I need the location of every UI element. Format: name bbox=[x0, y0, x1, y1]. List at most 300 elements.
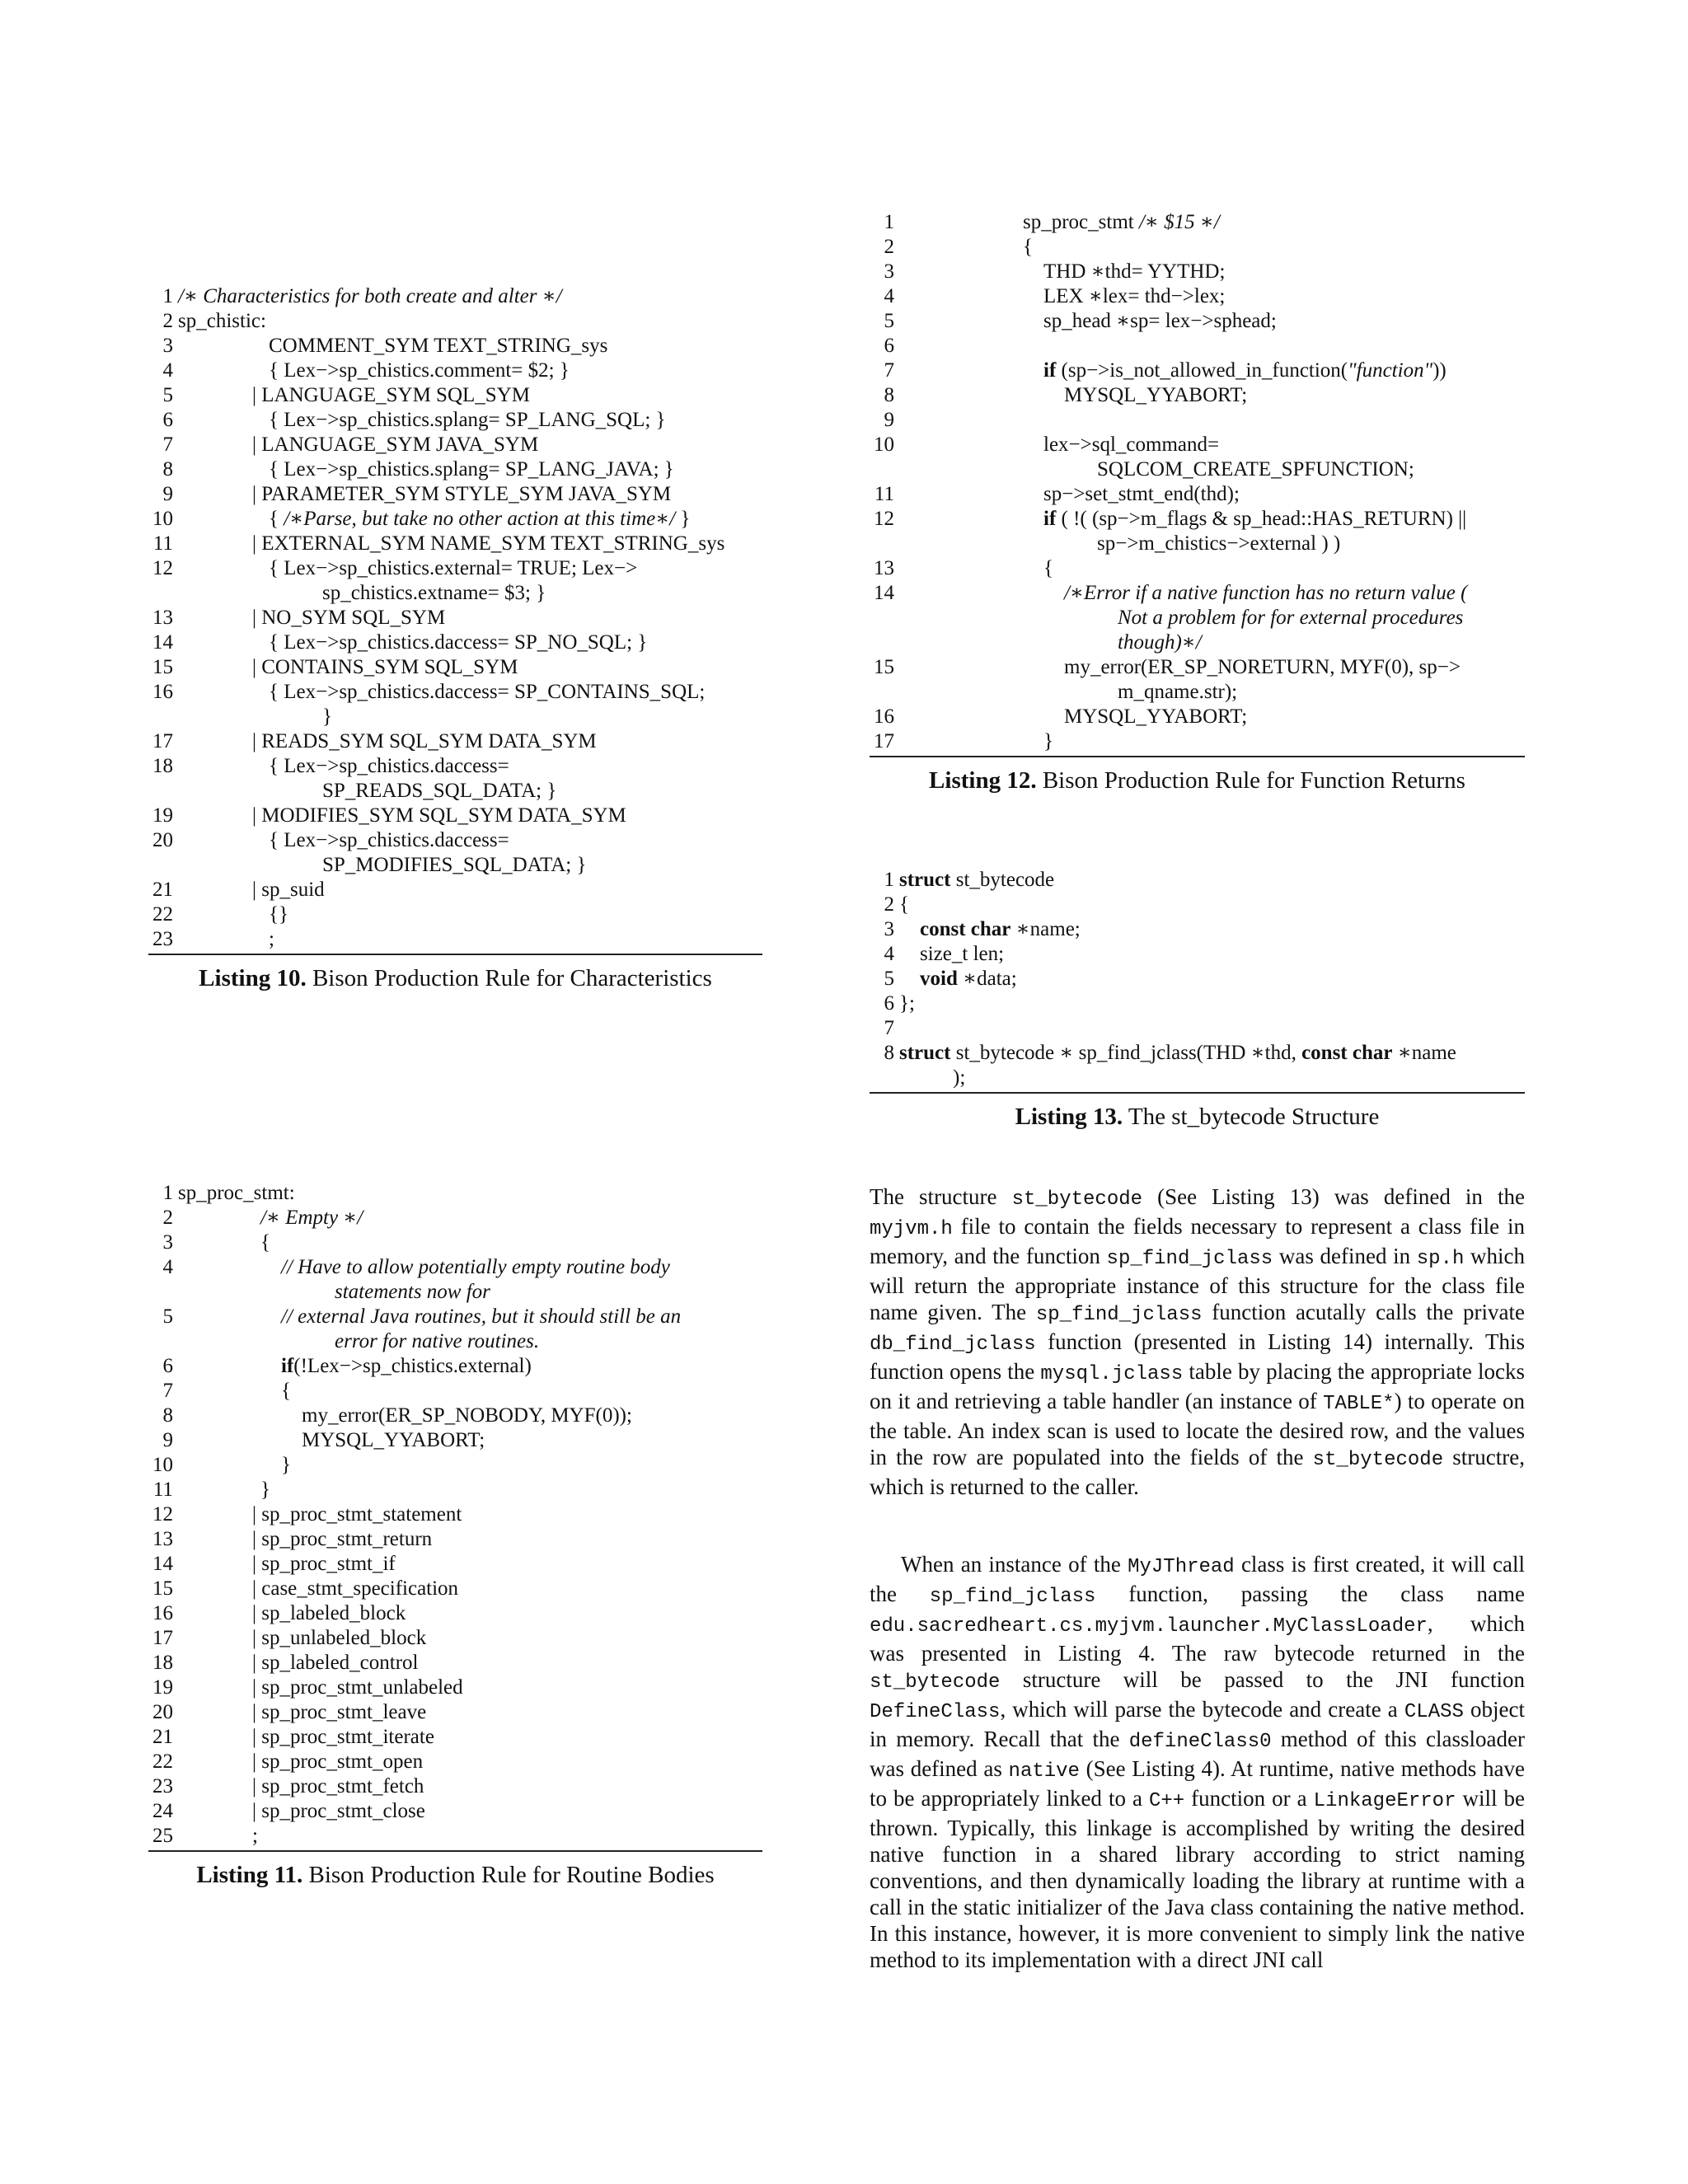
text-run: When an instance of the bbox=[901, 1552, 1128, 1577]
line-number: 13 bbox=[152, 607, 173, 629]
code-line bbox=[148, 482, 762, 507]
code-line bbox=[870, 457, 1525, 482]
line-number: 9 bbox=[884, 409, 894, 431]
line-number: 3 bbox=[884, 260, 894, 283]
line-number: 17 bbox=[152, 1627, 173, 1649]
line-text bbox=[178, 1626, 426, 1651]
text-run: ) to operate on the table. An index scan is used to locate the desired row, and the values in the row are populated into the fields of the bbox=[870, 1389, 1526, 1469]
code-line bbox=[870, 893, 1525, 917]
keyword: void bbox=[920, 968, 958, 990]
listing-12 bbox=[870, 210, 1525, 794]
text-run: will be thrown. Typically, this linkage is accomplished by writing the desired native function in a shared library according to strict naming conventions, and then dynamically loading the library at runtime with a call in the static initializer of the Java class containing the native method. In this instance, however, it is more convenient to simply link the native method to its implementation with a direct JNI call bbox=[870, 1786, 1525, 1972]
line-number: 13 bbox=[152, 1528, 173, 1550]
line-text bbox=[178, 1577, 458, 1601]
code-text: (sp−>is_not_allowed_in_function( bbox=[1056, 359, 1348, 382]
code-line bbox=[870, 581, 1525, 606]
line-text bbox=[178, 1552, 396, 1577]
code-text: MYSQL_YYABORT; bbox=[302, 1429, 485, 1451]
code-line bbox=[148, 878, 762, 902]
line-text bbox=[178, 309, 266, 334]
line-text bbox=[178, 927, 274, 952]
code-text: ; bbox=[252, 1825, 258, 1847]
caption-text: Bison Production Rule for Characteristics bbox=[306, 965, 712, 991]
line-number: 12 bbox=[152, 557, 173, 579]
code-line bbox=[870, 260, 1525, 284]
line-number: 21 bbox=[152, 1726, 173, 1748]
line-number: 25 bbox=[152, 1825, 173, 1847]
code-line bbox=[870, 210, 1525, 235]
line-text bbox=[899, 359, 1447, 383]
line-number: 16 bbox=[152, 1602, 173, 1624]
line-number: 3 bbox=[162, 335, 173, 357]
line-number: 11 bbox=[874, 483, 894, 505]
comment-text: though)∗/ bbox=[1118, 631, 1202, 654]
code-line bbox=[148, 1527, 762, 1552]
line-text bbox=[178, 482, 671, 507]
line-text bbox=[178, 1700, 426, 1725]
line-number bbox=[870, 606, 899, 630]
listing-10-code bbox=[148, 284, 762, 952]
line-text bbox=[178, 729, 597, 754]
line-number: 13 bbox=[874, 557, 894, 579]
code-line bbox=[148, 309, 762, 334]
code-line bbox=[148, 408, 762, 433]
code-line bbox=[148, 779, 762, 804]
line-text bbox=[178, 408, 666, 433]
inline-code: LinkageError bbox=[1313, 1790, 1456, 1812]
code-line bbox=[870, 556, 1525, 581]
line-text bbox=[178, 1329, 539, 1354]
code-text: } bbox=[1043, 730, 1053, 752]
line-number: 14 bbox=[152, 631, 173, 654]
code-text: MYSQL_YYABORT; bbox=[1064, 705, 1248, 728]
code-text: | sp_proc_stmt_return bbox=[252, 1528, 433, 1550]
line-text bbox=[178, 606, 445, 630]
inline-code: CLASS bbox=[1404, 1701, 1464, 1723]
line-number: 23 bbox=[152, 1775, 173, 1797]
code-text: { Lex−>sp_chistics.daccess= bbox=[269, 829, 509, 851]
line-text bbox=[899, 991, 915, 1016]
code-line bbox=[870, 729, 1525, 754]
line-number: 10 bbox=[152, 508, 173, 530]
code-line bbox=[148, 1626, 762, 1651]
caption-text: The st_bytecode Structure bbox=[1123, 1104, 1380, 1130]
code-text: ; bbox=[269, 928, 274, 950]
code-line bbox=[148, 1206, 762, 1230]
line-text bbox=[899, 433, 1219, 457]
code-line bbox=[148, 1577, 762, 1601]
line-text bbox=[899, 260, 1225, 284]
line-text bbox=[178, 1230, 270, 1255]
line-text bbox=[178, 1280, 490, 1305]
code-line bbox=[870, 408, 1525, 433]
line-number: 6 bbox=[162, 409, 173, 431]
code-line bbox=[148, 1453, 762, 1478]
code-text: ( !( (sp−>m_flags & sp_head::HAS_RETURN) || bbox=[1056, 508, 1467, 530]
code-text: | sp_proc_stmt_iterate bbox=[252, 1726, 434, 1748]
line-number bbox=[870, 1066, 899, 1090]
code-text: sp_chistic: bbox=[178, 310, 266, 332]
code-text: { Lex−>sp_chistics.splang= SP_LANG_JAVA; } bbox=[269, 458, 674, 480]
line-text bbox=[178, 433, 538, 457]
code-line bbox=[148, 1181, 762, 1206]
line-text bbox=[899, 705, 1247, 729]
inline-code: st_bytecode bbox=[1312, 1449, 1444, 1471]
code-text: COMMENT_SYM TEXT_STRING_sys bbox=[269, 335, 608, 357]
line-number: 3 bbox=[162, 1231, 173, 1254]
code-text: ∗name bbox=[1392, 1042, 1456, 1064]
text-run: file to contain the fields necessary to represent a class file in memory, and the function bbox=[870, 1214, 1525, 1268]
line-text bbox=[178, 902, 288, 927]
line-number: 8 bbox=[162, 458, 173, 480]
code-line bbox=[870, 235, 1525, 260]
listing-10 bbox=[148, 284, 762, 992]
code-line bbox=[870, 507, 1525, 532]
line-number bbox=[870, 680, 899, 705]
line-text bbox=[899, 729, 1053, 754]
line-number: 5 bbox=[162, 1305, 173, 1328]
line-number: 7 bbox=[162, 434, 173, 456]
text-run: function or a bbox=[1184, 1786, 1314, 1811]
line-number: 4 bbox=[162, 1256, 173, 1278]
code-line bbox=[870, 482, 1525, 507]
code-line bbox=[870, 359, 1525, 383]
code-line bbox=[148, 828, 762, 853]
line-number: 11 bbox=[152, 1479, 173, 1501]
code-text: | sp_proc_stmt_leave bbox=[252, 1701, 427, 1723]
line-text bbox=[899, 680, 1237, 705]
code-text: | MODIFIES_SYM SQL_SYM DATA_SYM bbox=[252, 804, 626, 827]
line-text bbox=[899, 1066, 965, 1090]
code-line bbox=[148, 457, 762, 482]
comment-text: Not a problem for for external procedures bbox=[1118, 607, 1464, 629]
line-number: 7 bbox=[162, 1380, 173, 1402]
line-number: 7 bbox=[884, 359, 894, 382]
line-text bbox=[178, 581, 546, 606]
line-number: 5 bbox=[884, 968, 894, 990]
text-run: function acutally calls the private bbox=[1202, 1300, 1525, 1324]
line-text bbox=[899, 630, 1202, 655]
code-line bbox=[870, 705, 1525, 729]
line-number: 2 bbox=[162, 1207, 173, 1229]
line-text bbox=[899, 507, 1466, 532]
line-text bbox=[899, 893, 909, 917]
code-line bbox=[148, 383, 762, 408]
line-number: 12 bbox=[874, 508, 894, 530]
code-text: { bbox=[1023, 236, 1033, 258]
listing-12-rule bbox=[870, 756, 1525, 757]
inline-code: DefineClass bbox=[870, 1701, 1001, 1723]
keyword: if bbox=[1043, 359, 1057, 382]
line-text bbox=[178, 1255, 670, 1280]
code-line bbox=[148, 1478, 762, 1502]
line-text bbox=[178, 457, 674, 482]
code-text: } bbox=[322, 705, 332, 728]
line-number: 20 bbox=[152, 829, 173, 851]
line-text bbox=[178, 853, 586, 878]
line-number bbox=[148, 853, 178, 878]
line-text bbox=[899, 655, 1461, 680]
line-text bbox=[899, 917, 1081, 942]
line-text bbox=[899, 967, 1017, 991]
code-text: my_error(ER_SP_NOBODY, MYF(0)); bbox=[302, 1404, 632, 1427]
line-number: 23 bbox=[152, 928, 173, 950]
line-text bbox=[178, 828, 509, 853]
code-line bbox=[870, 917, 1525, 942]
line-number bbox=[148, 779, 178, 804]
code-text: st_bytecode bbox=[950, 869, 1055, 891]
caption-text: Bison Production Rule for Function Returns bbox=[1036, 767, 1465, 794]
code-line bbox=[148, 1404, 762, 1428]
code-line bbox=[148, 902, 762, 927]
code-line bbox=[870, 1066, 1525, 1090]
line-number: 6 bbox=[162, 1355, 173, 1377]
line-number: 2 bbox=[884, 236, 894, 258]
listing-12-caption bbox=[870, 767, 1525, 794]
line-text bbox=[178, 1354, 532, 1379]
line-text bbox=[178, 1404, 632, 1428]
line-text bbox=[899, 309, 1277, 334]
listing-13-caption bbox=[870, 1104, 1525, 1131]
inline-code: myjvm.h bbox=[870, 1218, 953, 1240]
comment-text: error for native routines. bbox=[335, 1330, 540, 1352]
code-text: sp−>set_stmt_end(thd); bbox=[1043, 483, 1240, 505]
line-number bbox=[148, 705, 178, 729]
line-number bbox=[148, 1280, 178, 1305]
code-text: | CONTAINS_SYM SQL_SYM bbox=[252, 656, 518, 678]
code-line bbox=[148, 284, 762, 309]
keyword: struct bbox=[899, 869, 951, 891]
code-line bbox=[148, 359, 762, 383]
code-line bbox=[870, 284, 1525, 309]
code-line bbox=[148, 1774, 762, 1799]
inline-code: st_bytecode bbox=[870, 1671, 1001, 1694]
code-text: { bbox=[269, 508, 284, 530]
body-paragraph-2 bbox=[870, 1551, 1525, 1973]
line-text bbox=[899, 235, 1033, 260]
inline-code: edu.sacredheart.cs.myjvm.launcher.MyClassLoader bbox=[870, 1615, 1428, 1638]
code-text: | PARAMETER_SYM STYLE_SYM JAVA_SYM bbox=[252, 483, 672, 505]
line-text bbox=[178, 532, 724, 556]
line-text bbox=[178, 1750, 423, 1774]
line-text bbox=[178, 1799, 425, 1824]
line-number: 6 bbox=[884, 992, 894, 1015]
inline-code: sp.h bbox=[1416, 1248, 1465, 1270]
text-run: (See Listing 4). At runtime, native methods have to be appropriately linked to a bbox=[870, 1756, 1525, 1811]
code-text: | sp_proc_stmt_fetch bbox=[252, 1775, 424, 1797]
code-text: | sp_labeled_control bbox=[252, 1652, 419, 1674]
code-text: m_qname.str); bbox=[1118, 681, 1238, 703]
line-number: 8 bbox=[162, 1404, 173, 1427]
line-text bbox=[178, 655, 518, 680]
line-number: 24 bbox=[152, 1800, 173, 1822]
text-run: method of this classloader was defined as bbox=[870, 1727, 1525, 1781]
comment-text: /∗ Empty ∗/ bbox=[260, 1207, 363, 1229]
line-number: 15 bbox=[874, 656, 894, 678]
code-line bbox=[148, 1601, 762, 1626]
line-text bbox=[899, 334, 1043, 359]
line-number: 15 bbox=[152, 656, 173, 678]
line-number: 4 bbox=[884, 285, 894, 307]
inline-code: db_find_jclass bbox=[870, 1333, 1036, 1356]
listing-10-rule bbox=[148, 954, 762, 955]
listing-11-caption bbox=[148, 1862, 762, 1889]
listing-10-caption bbox=[148, 965, 762, 992]
code-line bbox=[870, 655, 1525, 680]
caption-text: Bison Production Rule for Routine Bodies bbox=[302, 1862, 715, 1888]
line-text bbox=[178, 754, 509, 779]
code-line bbox=[148, 507, 762, 532]
line-text bbox=[899, 457, 1414, 482]
comment-text: /∗Error if a native function has no return value ( bbox=[1064, 582, 1468, 604]
text-run: class is first created, it will call the bbox=[870, 1552, 1526, 1606]
listing-12-code bbox=[870, 210, 1525, 754]
code-text: { Lex−>sp_chistics.external= TRUE; Lex−> bbox=[269, 557, 638, 579]
inline-code: mysql.jclass bbox=[1040, 1363, 1184, 1385]
code-line bbox=[148, 1725, 762, 1750]
code-text: } bbox=[260, 1479, 270, 1501]
line-text bbox=[178, 1379, 291, 1404]
comment-text: // Have to allow potentially empty routine body bbox=[281, 1256, 670, 1278]
code-text: LEX ∗lex= thd−>lex; bbox=[1043, 285, 1226, 307]
listing-13-code bbox=[870, 868, 1525, 1090]
line-text bbox=[899, 556, 1053, 581]
line-number: 10 bbox=[874, 434, 894, 456]
code-text: | sp_proc_stmt_unlabeled bbox=[252, 1676, 463, 1699]
code-line bbox=[148, 1824, 762, 1849]
line-number: 12 bbox=[152, 1503, 173, 1526]
code-line bbox=[148, 1552, 762, 1577]
inline-code: MyJThread bbox=[1128, 1556, 1235, 1578]
caption-label: Listing 11. bbox=[196, 1862, 303, 1888]
code-line bbox=[148, 927, 762, 952]
code-line bbox=[148, 705, 762, 729]
line-text bbox=[178, 383, 530, 408]
code-line bbox=[148, 1305, 762, 1329]
line-text bbox=[178, 1651, 418, 1675]
inline-code: native bbox=[1008, 1760, 1080, 1783]
line-number: 5 bbox=[884, 310, 894, 332]
comment-text: /∗ Characteristics for both create and alter ∗/ bbox=[178, 285, 562, 307]
line-number: 4 bbox=[884, 943, 894, 965]
line-text bbox=[178, 284, 562, 309]
code-line bbox=[148, 1750, 762, 1774]
line-text bbox=[178, 1675, 463, 1700]
code-text: sp_head ∗sp= lex−>sphead; bbox=[1043, 310, 1277, 332]
code-text: { bbox=[260, 1231, 270, 1254]
listing-11-code bbox=[148, 1181, 762, 1849]
line-text bbox=[178, 878, 325, 902]
line-text bbox=[899, 383, 1247, 408]
line-text bbox=[899, 532, 1340, 556]
keyword: const char bbox=[1301, 1042, 1393, 1064]
caption-label: Listing 10. bbox=[199, 965, 307, 991]
line-text bbox=[899, 284, 1225, 309]
line-text bbox=[178, 1453, 291, 1478]
line-number: 5 bbox=[162, 384, 173, 406]
text-run: which will return the appropriate instance of this structure for the class file name given. The bbox=[870, 1244, 1526, 1324]
caption-label: Listing 13. bbox=[1015, 1104, 1123, 1130]
text-run: The structure bbox=[870, 1184, 1012, 1209]
code-text: st_bytecode ∗ sp_find_jclass(THD ∗thd, bbox=[950, 1042, 1302, 1064]
code-line bbox=[870, 433, 1525, 457]
comment-text: // external Java routines, but it should still be an bbox=[281, 1305, 682, 1328]
code-line bbox=[870, 868, 1525, 893]
line-number bbox=[870, 532, 899, 556]
code-text: { Lex−>sp_chistics.daccess= SP_CONTAINS_SQL; bbox=[269, 681, 706, 703]
line-text bbox=[899, 408, 1043, 433]
line-number: 1 bbox=[162, 285, 173, 307]
code-line bbox=[148, 630, 762, 655]
line-text bbox=[178, 1478, 270, 1502]
code-text: lex−>sql_command= bbox=[1043, 434, 1220, 456]
code-text: { Lex−>sp_chistics.daccess= SP_NO_SQL; } bbox=[269, 631, 648, 654]
text-run: , which will parse the bytecode and create a bbox=[1000, 1697, 1404, 1722]
line-number: 19 bbox=[152, 804, 173, 827]
line-number: 1 bbox=[884, 869, 894, 891]
line-text bbox=[899, 581, 1467, 606]
code-text: | sp_proc_stmt_statement bbox=[252, 1503, 462, 1526]
line-number: 20 bbox=[152, 1701, 173, 1723]
line-number: 19 bbox=[152, 1676, 173, 1699]
line-number: 18 bbox=[152, 1652, 173, 1674]
inline-code: sp_find_jclass bbox=[1035, 1304, 1203, 1326]
line-text bbox=[178, 1428, 485, 1453]
inline-code: TABLE* bbox=[1323, 1393, 1395, 1415]
text-run: function, passing the class name bbox=[1095, 1582, 1525, 1606]
line-text bbox=[178, 1206, 363, 1230]
code-text: | sp_suid bbox=[252, 879, 325, 901]
listing-11 bbox=[148, 1181, 762, 1889]
comment-text: /∗ $15 ∗/ bbox=[1138, 211, 1220, 233]
body-paragraph-1 bbox=[870, 1183, 1525, 1500]
inline-code: sp_find_jclass bbox=[1106, 1248, 1273, 1270]
line-text bbox=[899, 868, 1054, 893]
code-line bbox=[148, 729, 762, 754]
code-line bbox=[148, 581, 762, 606]
line-text bbox=[899, 1041, 1456, 1066]
code-text: sp_proc_stmt bbox=[1023, 211, 1139, 233]
inline-code: st_bytecode bbox=[1011, 1188, 1143, 1211]
line-number: 9 bbox=[162, 1429, 173, 1451]
listing-11-rule bbox=[148, 1850, 762, 1852]
code-line bbox=[148, 1675, 762, 1700]
keyword: struct bbox=[899, 1042, 951, 1064]
code-line bbox=[148, 853, 762, 878]
code-line bbox=[870, 334, 1525, 359]
comment-text: "function" bbox=[1348, 359, 1433, 382]
code-line bbox=[148, 1255, 762, 1280]
code-line bbox=[148, 606, 762, 630]
line-number: 9 bbox=[162, 483, 173, 505]
code-text: { bbox=[1043, 557, 1053, 579]
code-line bbox=[148, 1354, 762, 1379]
code-text: | NO_SYM SQL_SYM bbox=[252, 607, 446, 629]
line-text bbox=[178, 507, 690, 532]
code-text: sp_proc_stmt: bbox=[178, 1182, 295, 1204]
text-run: was defined in bbox=[1273, 1244, 1417, 1268]
line-number bbox=[870, 630, 899, 655]
inline-code: defineClass0 bbox=[1128, 1731, 1272, 1753]
line-text bbox=[178, 1601, 406, 1626]
line-text bbox=[178, 1527, 432, 1552]
line-text bbox=[178, 1502, 462, 1527]
code-text: sp_chistics.extname= $3; } bbox=[322, 582, 546, 604]
code-text: | sp_labeled_block bbox=[252, 1602, 406, 1624]
code-line bbox=[870, 532, 1525, 556]
code-text: sp−>m_chistics−>external ) ) bbox=[1097, 532, 1341, 555]
comment-text: /∗Parse, but take no other action at this time∗/ bbox=[284, 508, 676, 530]
